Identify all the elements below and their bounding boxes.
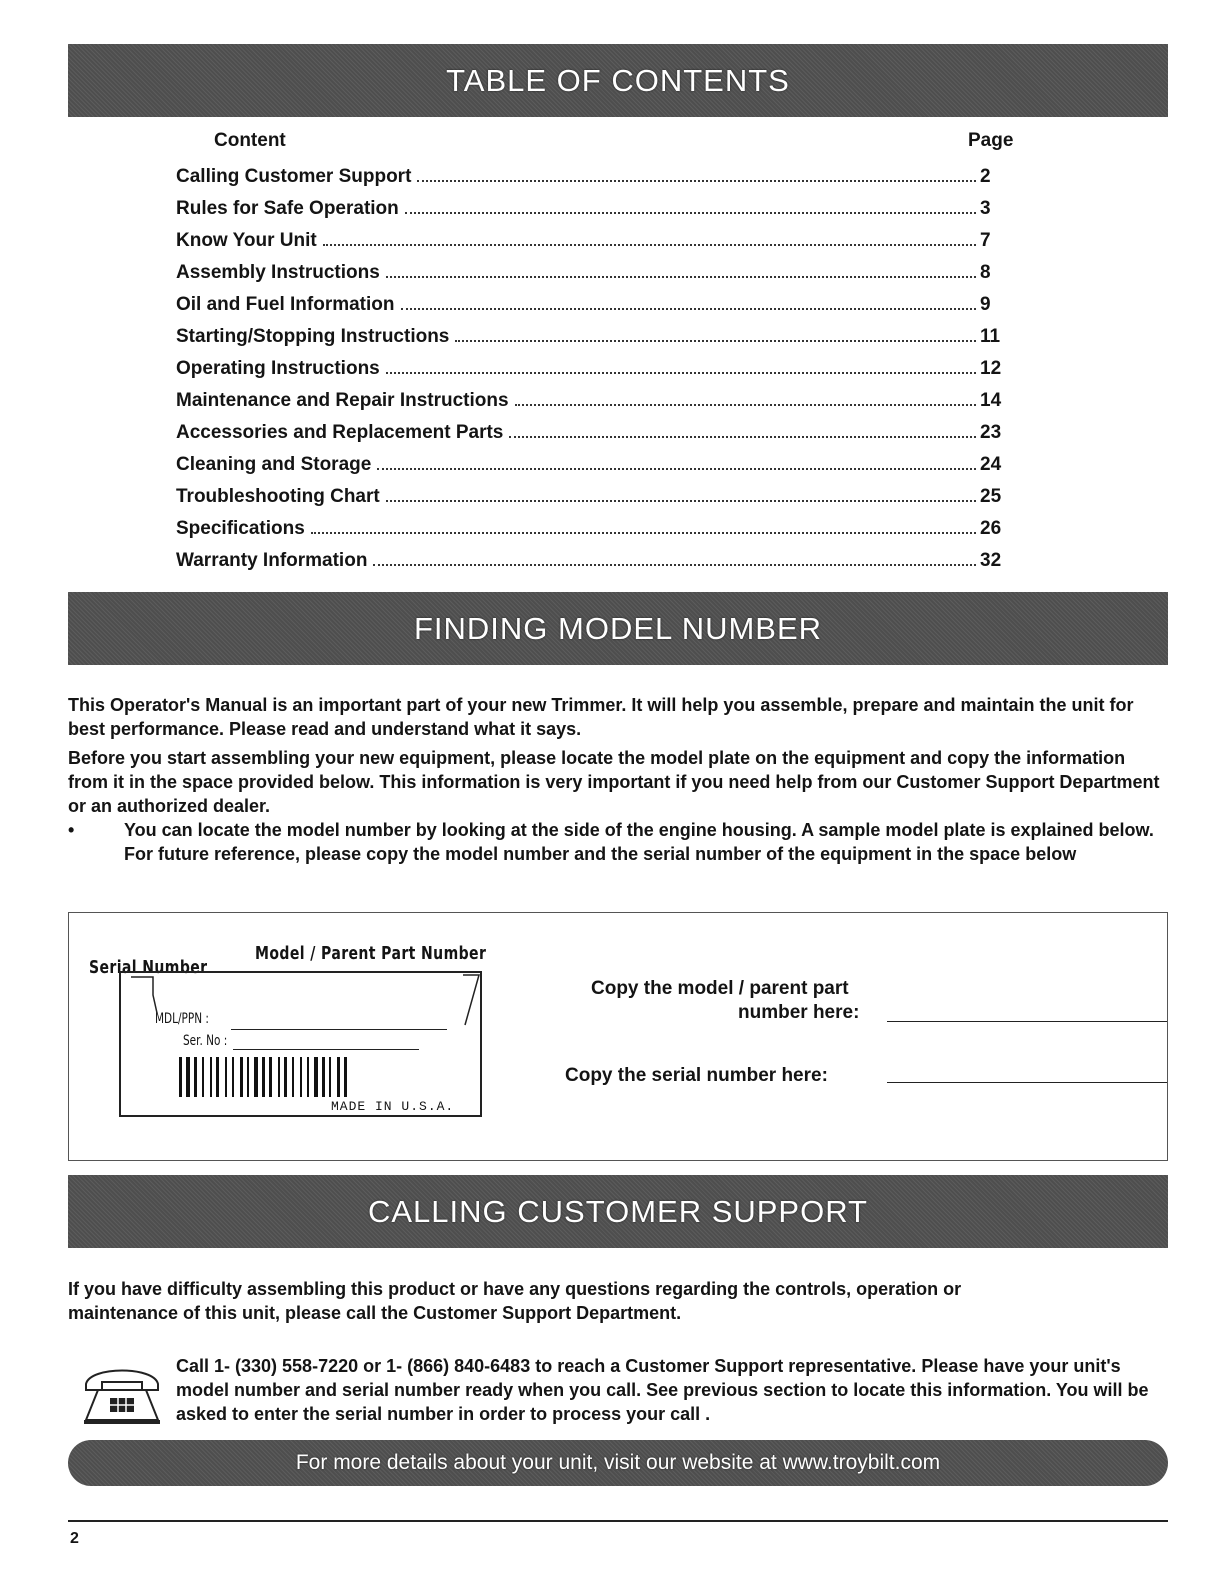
toc-entry[interactable] bbox=[176, 454, 1002, 486]
barcode-bar bbox=[344, 1057, 347, 1097]
support-banner-title: CALLING CUSTOMER SUPPORT bbox=[367, 1193, 868, 1229]
model-banner-title: FINDING MODEL NUMBER bbox=[413, 610, 823, 646]
toc-leader-dots bbox=[386, 500, 976, 502]
locate-plate-paragraph: Before you start assembling your new equipment, please locate the model plate on the equipment and copy the information from it in the space provided below. This information is very important if you need help from our Customer Support Department or an authorized dealer. bbox=[68, 748, 1160, 816]
barcode-bar bbox=[225, 1057, 227, 1097]
toc-entry-page: 7 bbox=[980, 230, 991, 251]
model-plate-box bbox=[68, 912, 1168, 1161]
toc-entry-title[interactable]: Rules for Safe Operation bbox=[176, 198, 399, 219]
toc-entry-title[interactable]: Maintenance and Repair Instructions bbox=[176, 390, 509, 411]
mdl-ppn-field-label: MDL/PPN : bbox=[155, 1011, 209, 1027]
barcode-bar bbox=[186, 1057, 190, 1097]
ser-no-line bbox=[233, 1049, 419, 1050]
toc-entry-page: 12 bbox=[980, 358, 1002, 379]
toc-entry-page: 25 bbox=[980, 486, 1002, 507]
toc-entry[interactable] bbox=[176, 326, 1002, 358]
barcode-bar bbox=[240, 1057, 243, 1097]
copy-model-label-line2: number here: bbox=[738, 1002, 860, 1023]
toc-entry-page: 32 bbox=[980, 550, 1002, 571]
toc-entry-page: 3 bbox=[980, 198, 991, 219]
toc-entry-page: 23 bbox=[980, 422, 1002, 443]
sample-model-plate bbox=[119, 971, 482, 1117]
toc-leader-dots bbox=[509, 436, 976, 438]
toc-entry-title[interactable]: Specifications bbox=[176, 518, 305, 539]
barcode-bar bbox=[329, 1057, 331, 1097]
copy-serial-label: Copy the serial number here: bbox=[565, 1065, 828, 1086]
support-paragraph: If you have difficulty assembling this product or have any questions regarding the controls, operation or maintenance of this unit, please call the Customer Support Department. bbox=[68, 1279, 962, 1323]
toc-entry-page: 26 bbox=[980, 518, 1002, 539]
toc-leader-dots bbox=[311, 532, 976, 534]
telephone-icon bbox=[80, 1360, 164, 1426]
support-call-text: Call 1- (330) 558-7220 or 1- (866) 840-6483 to reach a Customer Support representative. Please have your unit's model number and serial number ready when you call. See previous section to locate this information. You will be asked to enter the serial number in order to process your call . bbox=[176, 1356, 1149, 1424]
toc-entry[interactable] bbox=[176, 166, 1002, 198]
toc-entry-title[interactable]: Calling Customer Support bbox=[176, 166, 412, 187]
barcode-bar bbox=[292, 1057, 294, 1097]
toc-banner bbox=[68, 44, 1168, 117]
toc-entry-page: 9 bbox=[980, 294, 991, 315]
serial-number-entry-line[interactable] bbox=[887, 1082, 1167, 1083]
toc-leader-dots bbox=[377, 468, 976, 470]
toc-entry-page: 8 bbox=[980, 262, 991, 283]
toc-leader-dots bbox=[401, 308, 977, 310]
toc-entry[interactable] bbox=[176, 262, 1002, 294]
barcode-bar bbox=[278, 1057, 280, 1097]
toc-entry-title[interactable]: Troubleshooting Chart bbox=[176, 486, 380, 507]
bullet-symbol: • bbox=[68, 820, 75, 840]
barcode-bar bbox=[269, 1057, 272, 1097]
toc-entry[interactable] bbox=[176, 230, 1002, 262]
toc-entry-title[interactable]: Cleaning and Storage bbox=[176, 454, 372, 475]
toc-entry-title[interactable]: Warranty Information bbox=[176, 550, 368, 571]
bullet-text: You can locate the model number by looking at the side of the engine housing. A sample model plate is explained below. For future reference, please copy the model number and the serial number of the equipment in the space below bbox=[124, 820, 1154, 864]
toc-leader-dots bbox=[373, 564, 976, 566]
barcode-bar bbox=[194, 1057, 197, 1097]
barcode-bar bbox=[284, 1057, 287, 1097]
toc-entry[interactable] bbox=[176, 390, 1002, 422]
toc-leader-dots bbox=[386, 276, 976, 278]
toc-entry[interactable] bbox=[176, 486, 1002, 518]
toc-entry-title[interactable]: Accessories and Replacement Parts bbox=[176, 422, 504, 443]
toc-entry-title[interactable]: Oil and Fuel Information bbox=[176, 294, 395, 315]
barcode-bar bbox=[216, 1057, 219, 1097]
mdl-ppn-line bbox=[231, 1029, 447, 1030]
website-banner-text[interactable]: For more details about your unit, visit our website at www.troybilt.com bbox=[295, 1451, 941, 1474]
toc-entry-page: 24 bbox=[980, 454, 1002, 475]
toc-entry-page: 14 bbox=[980, 390, 1002, 411]
toc-leader-dots bbox=[323, 244, 976, 246]
serial-number-label: Serial Number bbox=[89, 957, 208, 978]
barcode-bar bbox=[262, 1057, 265, 1097]
barcode-bar bbox=[232, 1057, 234, 1097]
model-banner bbox=[68, 592, 1168, 665]
barcode-bar bbox=[210, 1057, 212, 1097]
toc-entry[interactable] bbox=[176, 550, 1002, 582]
toc-leader-dots bbox=[386, 372, 976, 374]
barcode-bar bbox=[337, 1057, 340, 1097]
made-in-label: MADE IN U.S.A. bbox=[331, 1099, 455, 1114]
toc-entry-title[interactable]: Operating Instructions bbox=[176, 358, 380, 379]
toc-content-header: Content bbox=[214, 130, 286, 151]
footer-rule bbox=[68, 1520, 1168, 1522]
toc-list bbox=[176, 166, 1002, 582]
copy-model-label-line1: Copy the model / parent part bbox=[591, 978, 849, 999]
toc-entry-title[interactable]: Assembly Instructions bbox=[176, 262, 380, 283]
toc-leader-dots bbox=[515, 404, 976, 406]
barcode-bar bbox=[300, 1057, 302, 1097]
ser-no-field-label: Ser. No : bbox=[183, 1033, 228, 1049]
intro-paragraph: This Operator's Manual is an important part of your new Trimmer. It will help you assemble, prepare and maintain the unit for best performance. Please read and understand what it says. bbox=[68, 695, 1134, 739]
toc-entry[interactable] bbox=[176, 518, 1002, 550]
barcode-bar bbox=[247, 1057, 249, 1097]
toc-entry[interactable] bbox=[176, 422, 1002, 454]
toc-banner-title: TABLE OF CONTENTS bbox=[446, 62, 790, 98]
toc-entry-page: 2 bbox=[980, 166, 991, 187]
toc-page-header: Page bbox=[968, 130, 1014, 151]
toc-leader-dots bbox=[405, 212, 976, 214]
page-number: 2 bbox=[70, 1530, 79, 1547]
toc-entry-title[interactable]: Starting/Stopping Instructions bbox=[176, 326, 450, 347]
website-banner[interactable] bbox=[68, 1440, 1168, 1486]
barcode-bar bbox=[202, 1057, 204, 1097]
support-banner bbox=[68, 1175, 1168, 1248]
model-number-entry-line[interactable] bbox=[887, 1021, 1167, 1022]
barcode-bar bbox=[254, 1057, 258, 1097]
toc-leader-dots bbox=[455, 340, 976, 342]
toc-entry[interactable] bbox=[176, 358, 1002, 390]
barcode-bar bbox=[179, 1057, 182, 1097]
barcode bbox=[179, 1057, 435, 1097]
toc-entry-page: 11 bbox=[980, 326, 1001, 347]
barcode-bar bbox=[322, 1057, 325, 1097]
toc-entry[interactable] bbox=[176, 198, 1002, 230]
model-part-number-label: Model / Parent Part Number bbox=[255, 943, 487, 964]
toc-leader-dots bbox=[417, 180, 976, 182]
barcode-bar bbox=[307, 1057, 309, 1097]
toc-entry[interactable] bbox=[176, 294, 1002, 326]
toc-entry-title[interactable]: Know Your Unit bbox=[176, 230, 317, 251]
barcode-bar bbox=[314, 1057, 318, 1097]
